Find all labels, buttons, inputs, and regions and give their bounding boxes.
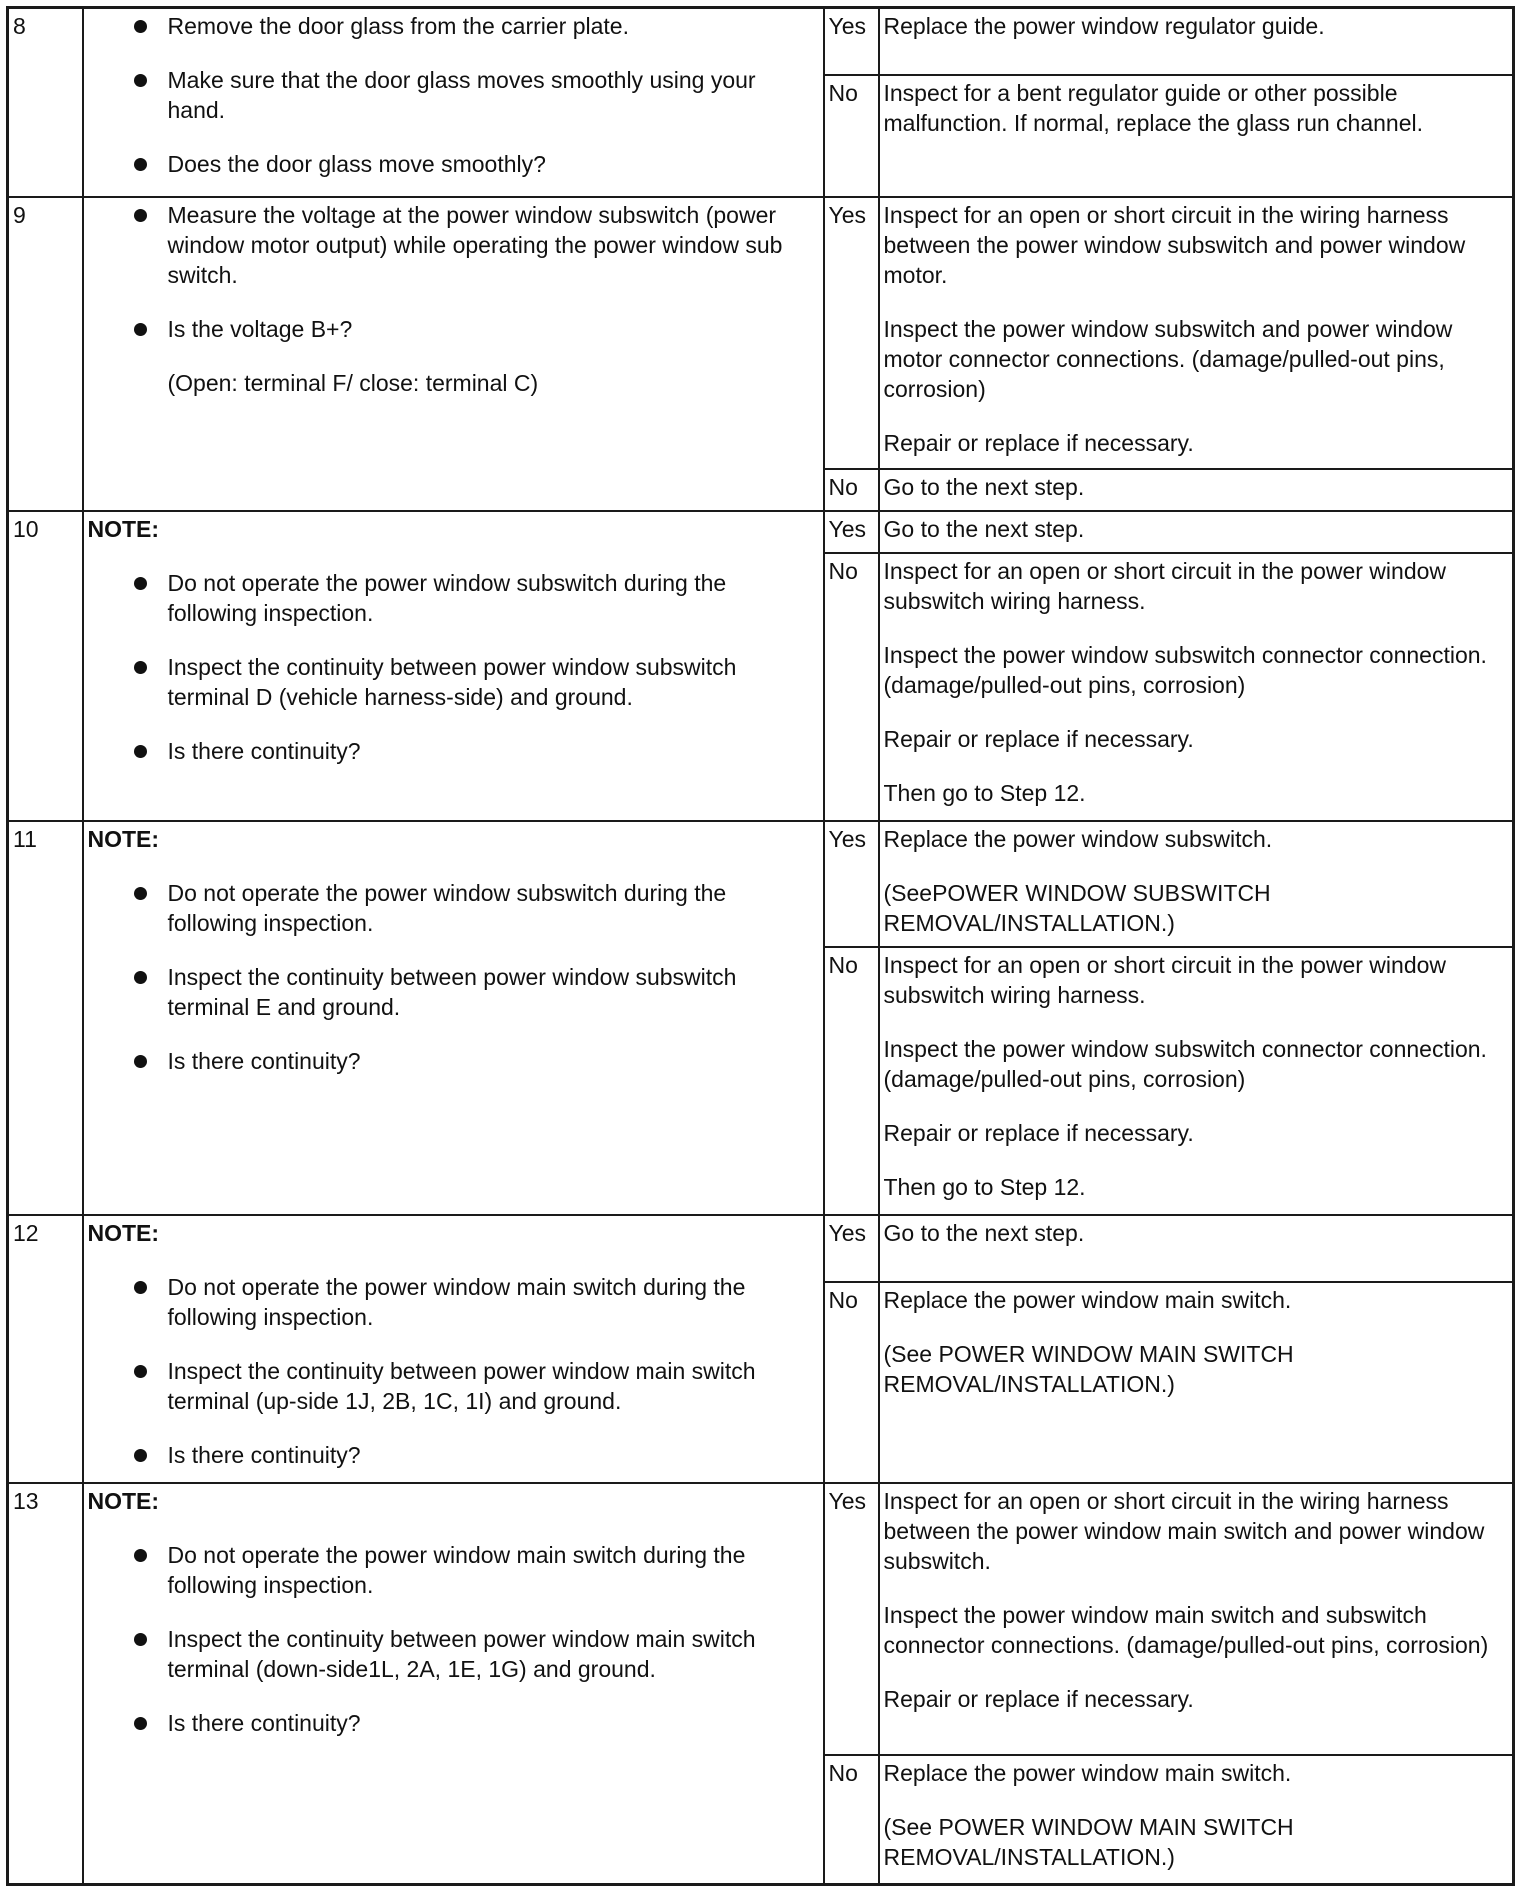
- action-text: Inspect the power window subswitch connector connection. (damage/pulled-out pins, corrosion): [883, 1035, 1487, 1092]
- condition-subnote: (Open: terminal F/ close: terminal C): [167, 369, 539, 396]
- note-label: NOTE:: [87, 1219, 160, 1246]
- no-action: [879, 75, 1514, 197]
- step-number: 11: [8, 821, 83, 1215]
- no-label: No: [824, 1755, 879, 1885]
- condition-item: Is there continuity?: [128, 1046, 819, 1076]
- step-number: 12: [8, 1215, 83, 1483]
- no-label: No: [824, 553, 879, 821]
- condition-list: [88, 1540, 819, 1738]
- condition-item: Inspect the continuity between power window subswitch terminal E and ground.: [128, 962, 819, 1022]
- action-text: (See POWER WINDOW MAIN SWITCH REMOVAL/INSTALLATION.): [883, 1813, 1294, 1870]
- note-label: NOTE:: [87, 515, 160, 542]
- condition-item: Remove the door glass from the carrier plate.: [128, 11, 819, 41]
- action-text: Inspect for an open or short circuit in the power window subswitch wiring harness.: [883, 951, 1447, 1008]
- condition-list: [88, 568, 819, 766]
- step-12-row: [8, 1215, 1514, 1282]
- action-text: Replace the power window main switch.: [883, 1286, 1292, 1313]
- action-text: Replace the power window main switch.: [883, 1759, 1292, 1786]
- action-text: Then go to Step 12.: [883, 779, 1086, 806]
- action-text: Go to the next step.: [883, 515, 1085, 542]
- no-label: No: [824, 469, 879, 511]
- step-8-row: [8, 8, 1514, 75]
- condition-item: Inspect the continuity between power window main switch terminal (up-side 1J, 2B, 1C, 1I) and ground.: [128, 1356, 819, 1416]
- yes-label: Yes: [824, 197, 879, 469]
- yes-label: Yes: [824, 821, 879, 947]
- condition-item: Do not operate the power window subswitch during the following inspection.: [128, 568, 819, 628]
- yes-action: [879, 1483, 1514, 1755]
- step-10-row: [8, 511, 1514, 553]
- yes-action: [879, 197, 1514, 469]
- no-label: No: [824, 947, 879, 1215]
- action-text: Replace the power window regulator guide.: [883, 13, 1325, 39]
- condition-list: [88, 878, 819, 1076]
- condition-list: [88, 1272, 819, 1470]
- yes-action: [879, 821, 1514, 947]
- step-11-row: [8, 821, 1514, 947]
- condition-list: [88, 200, 819, 344]
- no-action: [879, 553, 1514, 821]
- no-action: [879, 1755, 1514, 1885]
- action-text: Inspect the power window subswitch and power window motor connector connections. (damage/pulled-out pins, corrosion): [883, 315, 1453, 402]
- action-text: Then go to Step 12.: [883, 1173, 1086, 1200]
- yes-action: [879, 1215, 1514, 1282]
- step-conditions: [83, 8, 824, 197]
- action-text: Repair or replace if necessary.: [883, 1119, 1194, 1146]
- step-number: 8: [8, 8, 83, 197]
- yes-label: Yes: [824, 511, 879, 553]
- no-label: No: [824, 75, 879, 197]
- condition-list: [88, 11, 819, 179]
- action-text: Inspect for an open or short circuit in the power window subswitch wiring harness.: [883, 557, 1447, 614]
- step-number: 9: [8, 197, 83, 511]
- no-action: [879, 947, 1514, 1215]
- condition-item: Is the voltage B+?: [128, 314, 819, 344]
- condition-item: Inspect the continuity between power window subswitch terminal D (vehicle harness-side) and ground.: [128, 652, 819, 712]
- condition-item: Is there continuity?: [128, 736, 819, 766]
- condition-item: Is there continuity?: [128, 1440, 819, 1470]
- condition-item: Make sure that the door glass moves smoothly using your hand.: [128, 65, 819, 125]
- step-number: 10: [8, 511, 83, 821]
- action-text: Go to the next step.: [883, 1219, 1085, 1246]
- step-9-row: [8, 197, 1514, 469]
- yes-label: Yes: [824, 1483, 879, 1755]
- step-conditions: [83, 1215, 824, 1483]
- yes-action: [879, 511, 1514, 553]
- action-text: (See POWER WINDOW MAIN SWITCH REMOVAL/INSTALLATION.): [883, 1340, 1294, 1397]
- condition-item: Measure the voltage at the power window subswitch (power window motor output) while operating the power window sub switch.: [128, 200, 819, 290]
- action-text: Inspect for an open or short circuit in the wiring harness between the power window main switch and power window subswitch.: [883, 1487, 1485, 1574]
- step-conditions: [83, 1483, 824, 1885]
- yes-action: [879, 8, 1514, 75]
- action-text: Inspect for a bent regulator guide or other possible malfunction. If normal, replace the glass run channel.: [883, 79, 1424, 136]
- note-label: NOTE:: [87, 825, 160, 852]
- action-text: Replace the power window subswitch.: [883, 825, 1273, 852]
- condition-item: Does the door glass move smoothly?: [128, 149, 819, 179]
- condition-item: Do not operate the power window subswitch during the following inspection.: [128, 878, 819, 938]
- step-13-row: [8, 1483, 1514, 1755]
- yes-label: Yes: [824, 8, 879, 75]
- no-label: No: [824, 1282, 879, 1483]
- action-text: Go to the next step.: [883, 473, 1085, 500]
- action-text: Repair or replace if necessary.: [883, 429, 1194, 456]
- troubleshooting-table: [6, 6, 1515, 1886]
- note-label: NOTE:: [87, 1487, 160, 1514]
- action-text: Repair or replace if necessary.: [883, 1685, 1194, 1712]
- action-text: Inspect the power window main switch and subswitch connector connections. (damage/pulled-out pins, corrosion): [883, 1601, 1489, 1658]
- action-text: Repair or replace if necessary.: [883, 725, 1194, 752]
- condition-item: Inspect the continuity between power window main switch terminal (down-side1L, 2A, 1E, 1G) and ground.: [128, 1624, 819, 1684]
- step-conditions: [83, 821, 824, 1215]
- condition-item: Do not operate the power window main switch during the following inspection.: [128, 1272, 819, 1332]
- condition-item: Is there continuity?: [128, 1708, 819, 1738]
- step-conditions: [83, 197, 824, 511]
- action-text: (SeePOWER WINDOW SUBSWITCH REMOVAL/INSTALLATION.): [883, 879, 1271, 936]
- action-text: Inspect for an open or short circuit in the wiring harness between the power window subswitch and power window motor.: [883, 201, 1466, 288]
- step-number: 13: [8, 1483, 83, 1885]
- condition-item: Do not operate the power window main switch during the following inspection.: [128, 1540, 819, 1600]
- step-conditions: [83, 511, 824, 821]
- yes-label: Yes: [824, 1215, 879, 1282]
- no-action: [879, 469, 1514, 511]
- action-text: Inspect the power window subswitch connector connection. (damage/pulled-out pins, corrosion): [883, 641, 1487, 698]
- no-action: [879, 1282, 1514, 1483]
